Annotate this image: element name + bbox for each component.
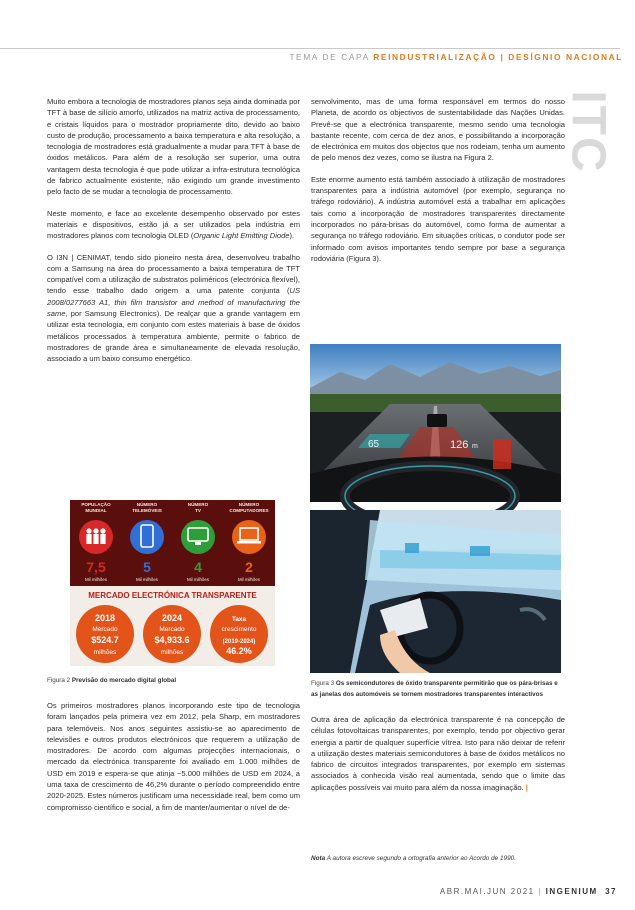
paragraph: Outra área de aplicação da electrónica transparente é na concepção de células fotovoltaicas transparentes, por exemplo, tendo por objectivo gerar energia a partir de qualquer superfície vítrea. Isto para não deixar de referir a utilização destes materiais semicondutores à base de óxidos metálicos no fabrico de circuitos integrados transparentes, por exemplo em sistemas associados à conhecida visão real aumentada, sendo que o limite das aplicações possíveis vai muito para além da nossa imaginação. | xyxy=(311,715,565,792)
stat-label: COMPUTADORES xyxy=(229,508,269,513)
paragraph: Muito embora a tecnologia de mostradores planos seja ainda dominada por TFT à base de silício amorfo, utilizados na matriz activa de processamento, e cristais líquidos para o mostrador propriamente dito, devido ao baixo custo de produção, processamento a baixa temperatura e alta resolução, a tecnologia de mostradores está gradualmente a mudar para TFT à base de óxidos metálicos. Para além de a resolução ser superior, uma outra vantagem desta tecnologia é que pode utilizar a infra-estrutura tecnológica de fabrico actualmente existente, não exigindo um grande investimento pelo facto de se mudar a tecnologia de processamento. xyxy=(47,97,300,197)
svg-text:Mercado: Mercado xyxy=(159,626,185,633)
svg-text:$4,933.6: $4,933.6 xyxy=(154,635,190,645)
header-section: TEMA DE CAPA xyxy=(289,52,374,62)
stat-unit: Mil milhões xyxy=(238,577,260,582)
stat-icon-circle xyxy=(232,520,266,554)
stat-value: 7,5 xyxy=(86,559,106,575)
page-footer: ABR.MAI.JUN 2021 | INGENIUM 37 xyxy=(439,887,617,896)
footer-date: ABR.MAI.JUN 2021 xyxy=(439,887,535,896)
stat-label: NÚMERO xyxy=(136,502,158,507)
column-right-top xyxy=(311,96,565,274)
itc-letters: ITC xyxy=(561,90,615,174)
figure-2-infographic xyxy=(70,500,275,666)
column-left-top xyxy=(47,96,300,375)
svg-text:$524.7: $524.7 xyxy=(91,635,119,645)
stat-label: POPULAÇÃO xyxy=(81,502,111,507)
paragraph: Neste momento, e face ao excelente desempenho observado por estes materiais e dispositivos, estão já a ser utilizados pela indústria em mostradores planos com tecnologia OLED (Organic Light Emitting Diode). xyxy=(47,208,300,241)
column-left-bottom xyxy=(47,700,300,823)
paragraph: Os primeiros mostradores planos incorporando este tipo de tecnologia foram lançados pela primeira vez em 2012, pela Sharp, em mostradores para telemóveis. Nos anos seguintes assistiu-se ao aparecimento de televisões e outros produtos electrónicos que requerem a utilização de mostradores. De acordo com algumas projecções internacionais, o mercado da electrónica transparente foi avaliado em 1.000 milhões de USD em 2019 e espera-se que atinja ~5.000 milhões de USD em 2024, a uma taxa de crescimento de 46,2% durante o período compreendido entre 2020-2025. Estes números justificam uma necessidade real, bem como um compromisso científico e social, a fim de manter/aumentar o nível de de- xyxy=(47,701,300,812)
stat-label: NÚMERO xyxy=(187,502,209,507)
paragraph: O I3N | CENIMAT, tendo sido pioneiro nesta área, desenvolveu trabalho com a Samsung na área do processamento a baixa temperatura de TFT compatível com a utilização de substratos poliméricos (electrónica flexível), tendo esse trabalho dado origem a uma patente conjunta (US 2008/0277663 A1, thin film transistor and method of manufacturing the same, por Samsung Electronics). De realçar que a grande vantagem em utilizar esta tecnologia, em conjunto com estes materiais à base de óxidos metálicos processados à temperatura ambiente, permite o fabrico de mostradores de grande área e simultaneamente de elevada resolução, associado a um baixo consumo energético. xyxy=(47,252,300,364)
author-note: Nota A autora escreve segundo a ortografia anterior ao Acordo de 1990. xyxy=(311,855,516,862)
svg-text:crescimento: crescimento xyxy=(221,626,257,633)
page-number: 37 xyxy=(605,887,617,896)
stat-value: 5 xyxy=(143,559,151,575)
running-header xyxy=(289,52,623,62)
stat-label: TELEMÓVEIS xyxy=(132,508,162,513)
footer-magazine: INGENIUM xyxy=(545,887,598,896)
figure-3-caption: Figura 3 Os semicondutores de óxido transparente permitirão que os pára-brisas e as janelas dos automóveis se tornem mostradores transparentes interactivos xyxy=(311,680,558,698)
stat-unit: Mil milhões xyxy=(136,577,158,582)
svg-text:46.2%: 46.2% xyxy=(226,646,252,656)
transparent-window-photo xyxy=(310,510,561,673)
market-circle xyxy=(210,605,268,663)
stat-value: 2 xyxy=(245,559,253,575)
stat-unit: Mil milhões xyxy=(85,577,107,582)
stat-label: NÚMERO xyxy=(238,502,260,507)
svg-text:2024: 2024 xyxy=(161,613,183,623)
hud-distance: 126 xyxy=(450,439,469,451)
stat-icon-circle xyxy=(181,520,215,554)
svg-text:2018: 2018 xyxy=(94,613,116,623)
stat-label: TV xyxy=(195,508,201,513)
hud-distance-unit: m xyxy=(472,443,478,450)
market-circle xyxy=(76,605,134,663)
itc-decoration xyxy=(561,90,615,237)
hud-windshield-photo xyxy=(310,344,561,502)
stat-value: 4 xyxy=(194,559,202,575)
svg-text:Taxa: Taxa xyxy=(231,616,247,623)
header-title: REINDUSTRIALIZAÇÃO | DESÍGNIO NACIONAL xyxy=(373,52,623,62)
infographic-banner-text: MERCADO ELECTRÓNICA TRANSPARENTE xyxy=(88,591,257,600)
hud-speed: 65 xyxy=(368,439,380,450)
paragraph: Este enorme aumento está também associado à utilização de mostradores transparentes para a indústria automóvel (por exemplo, segurança no tráfego rodoviário). A indústria automóvel está a trabalhar em aplicações tais como a incorporação de mostradores transparentes directamente incorporados no pára-brisas do automóvel, como forma de aumentar a segurança no tráfego rodoviário. Em situações críticas, o condutor pode ser informado com avisos importantes tendo sempre por base a segurança rodoviária (Figura 3). xyxy=(311,174,565,263)
stat-label: MUNDIAL xyxy=(85,508,107,513)
stat-unit: Mil milhões xyxy=(187,577,209,582)
market-circle xyxy=(143,605,201,663)
header-rule xyxy=(0,48,620,49)
paragraph: senvolvimento, mas de uma forma responsável em termos do nosso Planeta, de acordo os objectivos de sustentabilidade das Nações Unidas. Prevê-se que a electrónica transparente, mesmo sendo uma tecnologia bastante recente, com cerca de dez anos, e possibilitando a incorporação de electrónica em muitos dos objectos que nos rodeiam, tenha um aumento de pelo menos dez vezes, como se ilustra na Figura 2. xyxy=(311,97,565,163)
svg-text:milhões: milhões xyxy=(160,649,184,656)
figure-2-caption: Figura 2 Previsão do mercado digital global xyxy=(47,677,177,684)
column-right-bottom xyxy=(311,714,565,803)
svg-text:Mercado: Mercado xyxy=(92,626,118,633)
svg-text:(2019-2024): (2019-2024) xyxy=(222,639,256,645)
svg-text:milhões: milhões xyxy=(93,649,117,656)
